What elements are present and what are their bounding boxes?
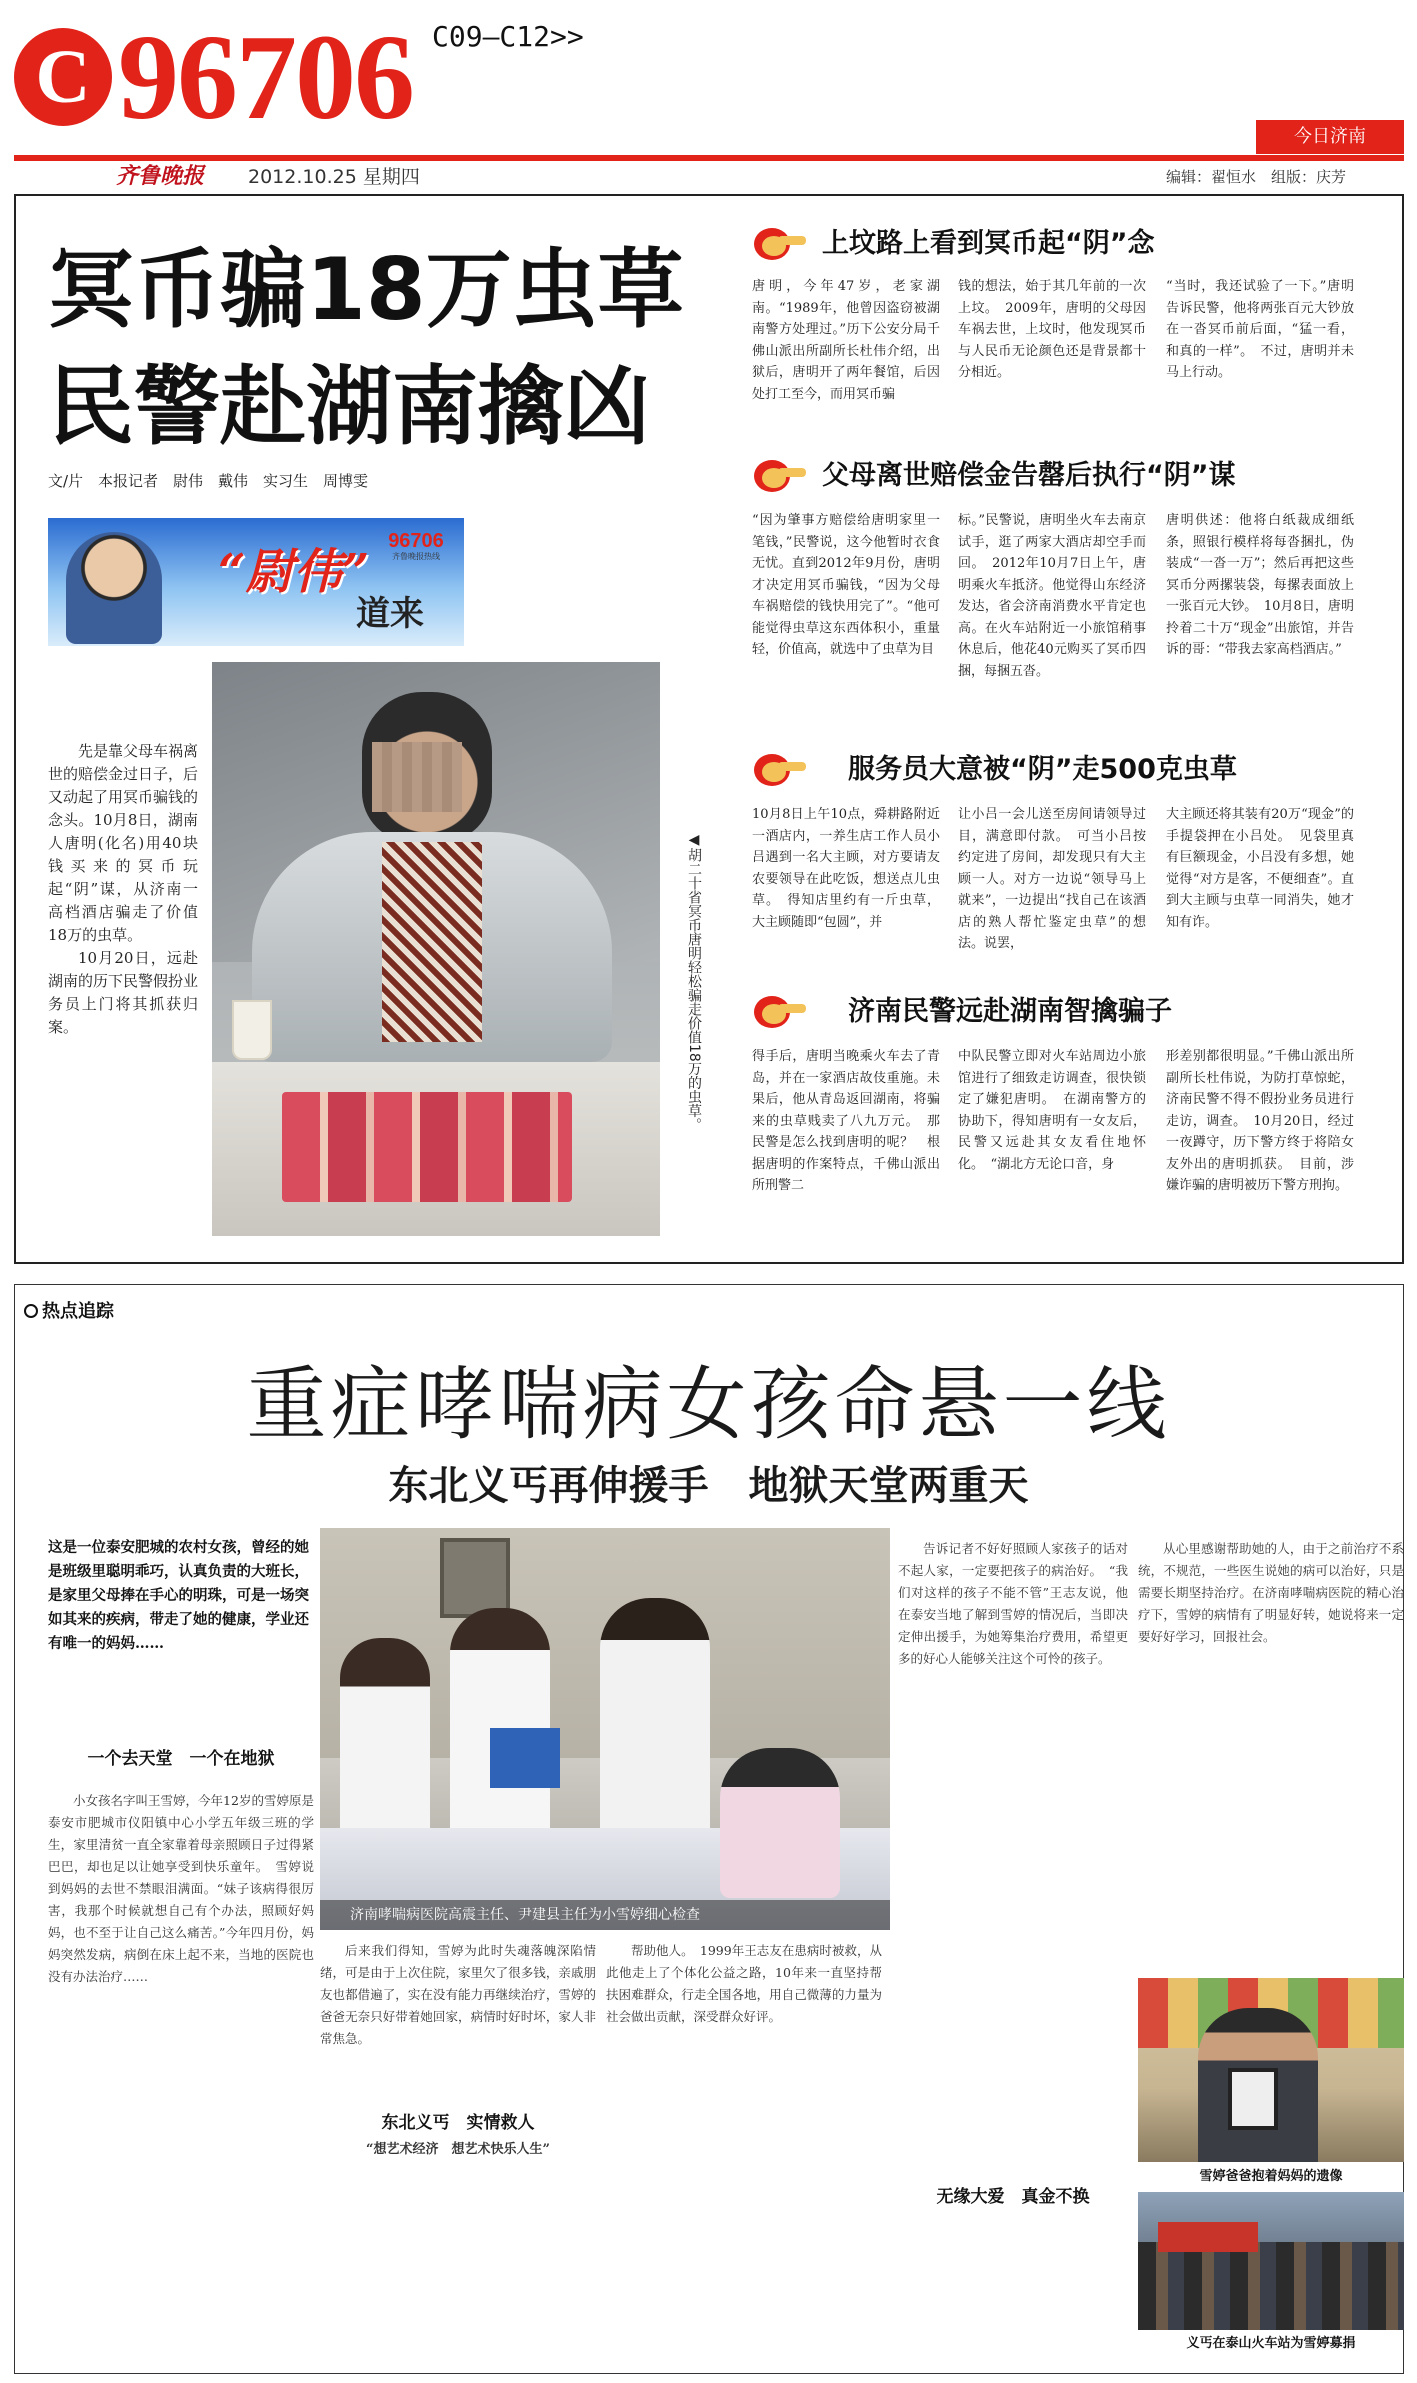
pointing-hand-icon — [752, 990, 808, 1034]
intro-paragraph: 10月20日，远赴湖南的历下民警假扮业务员上门将其抓获归案。 — [48, 949, 198, 1036]
article-column — [898, 1538, 1128, 2128]
story-intro — [48, 740, 198, 1039]
photo-caption: ◀胡二十省冥币唐明轻松骗走价值18万的虫草。 — [686, 832, 702, 1132]
section-column: 钱的想法，始于其几年前的一次上坟。 2009年，唐明的父母因车祸去世，上坟时，他发现冥币与人民币无论颜色还是背景都十分相近。 — [958, 279, 1146, 380]
section-subhead: 无缘大爱 真金不换 — [936, 2187, 1090, 2207]
section-column: 唐明，今年47岁，老家湖南。“1989年，他曾因盗窃被湖南警方处理过。”历下公安分局千佛山派出所副所长杜伟介绍，出狱后，唐明开了两年餐馆，后因处打工至今，而用冥币骗 — [752, 279, 940, 402]
hotline-number: 96706 — [118, 10, 413, 145]
masthead-logo: 齐鲁晚报 — [116, 163, 205, 189]
section-column: 10月8日上午10点，舜耕路附近一酒店内，一养生店工作人员小吕遇到一名大主顾，对方要请友农要领导在此吃饭，想送点儿虫草。 得知店里约有一斤虫草，大主顾随即“包圆”，并 — [752, 807, 940, 930]
photo-patient — [720, 1748, 840, 1898]
editor-credit: 编辑：翟恒水 组版：庆芳 — [1166, 168, 1347, 186]
headline-line-2: 民警赴湖南擒凶 — [48, 357, 650, 457]
section-subhead: 一个去天堂 一个在地狱 — [87, 1749, 275, 1769]
article-paragraph: 帮助他人。 1999年王志友在患病时被救，从此他走上了个体化公益之路，10年来一直坚持帮扶困难群众，行走全国各地，用自己微薄的力量为社会做出贡献，深受群众好评。 — [606, 1943, 882, 2024]
photo-portrait-frame — [1228, 2068, 1278, 2130]
section-subhead: 东北义丐 实情救人 — [381, 2113, 535, 2133]
photo-crowd — [1138, 2242, 1404, 2330]
suspect-photo — [212, 662, 660, 1236]
section-column: 得手后，唐明当晚乘火车去了青岛，并在一家酒店故伎重施。未果后，他从青岛返回湖南，将骗来的虫草贱卖了八九万元。 那民警是怎么找到唐明的呢？ 根据唐明的作案特点，千佛山派出所刑警二 — [752, 1049, 940, 1193]
section-column: “当时，我还试验了一下。”唐明告诉民警，他将两张百元大钞放在一沓冥币前后面，“猛一看，和真的一样”。 不过，唐明并未马上行动。 — [1166, 279, 1354, 380]
article-paragraph: 告诉记者不好好照顾人家孩子的话对不起人家，一定要把孩子的病治好。 “我们对这样的孩子不能不管”王志友说，他在泰安当地了解到雪婷的情况后，当即决定伸出援手，为她筹集治疗费用，希望更多的好心人能够关注这个可怜的孩子。 — [898, 1541, 1128, 1666]
fundraising-photo — [1138, 2192, 1404, 2330]
pointing-hand-icon — [752, 748, 808, 792]
column-subtitle: 道来 — [356, 594, 424, 634]
section-title: 服务员大意被“阴”走500克虫草 — [848, 754, 1237, 785]
section-badge: 今日济南 — [1256, 120, 1404, 154]
hospital-photo — [320, 1528, 890, 1930]
article-column — [1138, 1538, 1404, 1968]
hotline-logo-icon: C — [14, 28, 112, 126]
section-column: 大主顾还将其装有20万“现金”的手提袋押在小吕处。 见袋里真有巨额现金，小吕没有多想，她觉得“对方是客，不便细查”。直到大主顾与虫草一同消失，她才知有诈。 — [1166, 807, 1354, 930]
photo-caption: 雪婷爸爸抱着妈妈的遗像 — [1199, 2169, 1343, 2184]
section-column: “因为肇事方赔偿给唐明家里一笔钱，”民警说，这今他暂时衣食无忧。直到2012年9月份，唐明才决定用冥币骗钱，“因为父母车祸赔偿的钱快用完了”。“他可能觉得虫草这东西体积小，重量轻，价值高，就选中了虫草为目 — [752, 513, 940, 657]
pointing-hand-icon — [752, 222, 808, 266]
photo-banner-red — [1158, 2222, 1258, 2252]
photo-caption: 义丐在泰山火车站为雪婷募捐 — [1186, 2336, 1356, 2351]
article-column — [48, 1790, 314, 2370]
reporter-portrait — [66, 532, 162, 644]
hotline-mini-logo — [378, 530, 454, 570]
section-column: 让小吕一会儿送至房间请领导过目，满意即付款。 可当小吕按约定进了房间，却发现只有大主顾一人。对方一边说“领导马上就来”，一边提出“找自己在该酒店的熟人帮忙鉴定虫草”的想法。说罢， — [958, 807, 1146, 951]
header-rule — [14, 155, 1404, 161]
photo-caption: 济南哮喘病医院高震主任、尹建县主任为小雪婷细心检查 — [320, 1900, 890, 1930]
section-title: 济南民警远赴湖南智擒骗子 — [848, 996, 1172, 1027]
article-column — [606, 1940, 882, 2370]
father-photo — [1138, 1978, 1404, 2162]
article-paragraph: 后来我们得知，雪婷为此时失魂落魄深陷情绪，可是由于上次住院，家里欠了很多钱，亲戚朋友也都借遍了，实在没有能力再继续治疗，雪婷的爸爸无奈只好带着她回家，病情时好时坏，家人非常焦急。 — [320, 1943, 596, 2046]
section-column: 中队民警立即对火车站周边小旅馆进行了细致走访调查，很快锁定了嫌犯唐明。 在湖南警方的协助下，得知唐明有一女友后，民警又远赴其女友看住地怀化。 “湖北方无论口音，身 — [958, 1049, 1146, 1172]
byline: 文/片 本报记者 尉伟 戴伟 实习生 周博雯 — [48, 472, 369, 490]
kicker-text: 热点追踪 — [42, 1301, 114, 1322]
section-subhead-small: “想艺术经济 想艺术快乐人生” — [366, 2142, 550, 2157]
photo-banknotes — [282, 1092, 572, 1202]
photo-frame — [440, 1538, 510, 1618]
photo-folder — [490, 1728, 560, 1788]
section-column: 形差别都很明显。”千佛山派出所副所长杜伟说，为防打草惊蛇，济南民警不得不假扮业务员进行走访，调查。 10月20日，经过一夜蹲守，历下警方终于将陪女友外出的唐明抓获。 目前，涉嫌诈骗的唐明被历下警方刑拘。 — [1166, 1049, 1354, 1193]
photo-shirt — [382, 842, 482, 1042]
intro-paragraph: 先是靠父母车祸离世的赔偿金过日子，后又动起了用冥币骗钱的念头。10月8日，湖南人唐明(化名)用40块钱买来的冥币玩起“阴”谋，从济南一高档酒店骗走了价值18万的虫草。 — [48, 742, 198, 944]
mini-logo-number: 96706 — [388, 530, 444, 552]
column-banner — [48, 518, 464, 646]
article-paragraph: 从心里感谢帮助她的人，由于之前治疗不系统，不规范，一些医生说她的病可以治好，只是需要长期坚持治疗。在济南哮喘病医院的精心治疗下，雪婷的病情有了明显好转，她说将来一定要好好学习，回报社会。 — [1138, 1541, 1404, 1644]
section-column: 标。”民警说，唐明坐火车去南京试手，逛了两家大酒店却空手而回。 2012年10月7日上午，唐明乘火车抵济。他觉得山东经济发达，省会济南消费水平肯定也高。在火车站附近一小旅馆稍事休息后，他花40元购买了冥币四捆，每捆五沓。 — [958, 513, 1146, 679]
subheadline: 东北义丐再伸援手 地狱天堂两重天 — [388, 1463, 1029, 1509]
column-title: “尉伟” — [218, 544, 370, 600]
page-range: C09–C12>> — [432, 20, 584, 53]
headline-line-1: 冥币骗18万虫草 — [48, 240, 684, 340]
section-title: 上坟路上看到冥币起“阴”念 — [822, 228, 1155, 259]
kicker-label — [24, 1300, 114, 1324]
section-title: 父母离世赔偿金告罄后执行“阴”谋 — [822, 460, 1236, 491]
section-column: 唐明供述：他将白纸裁成细纸条，照银行模样将每沓捆扎，伪装成“一沓一万”；然后再把这些冥币分两摞装袋，每摞表面放上一张百元大钞。 10月8日，唐明拎着二十万“现金”出旅馆，并告诉的哥：“带我去家高档酒店。” — [1166, 513, 1354, 657]
photo-blur — [372, 742, 462, 812]
headline: 重症哮喘病女孩命悬一线 — [246, 1358, 1171, 1451]
kicker-icon — [24, 1304, 38, 1318]
mini-logo-sub: 齐鲁晚报热线 — [392, 552, 440, 561]
story-lead: 这是一位泰安肥城的农村女孩，曾经的她是班级里聪明乖巧，认真负责的大班长，是家里父母捧在手心的明珠，可是一场突如其来的疾病，带走了她的健康，学业还有唯一的妈妈…… — [48, 1539, 309, 1652]
photo-cup — [232, 1000, 272, 1060]
issue-date: 2012.10.25 星期四 — [248, 166, 420, 188]
pointing-hand-icon — [752, 454, 808, 498]
article-paragraph: 小女孩名字叫王雪婷，今年12岁的雪婷原是泰安市肥城市仪阳镇中心小学五年级三班的学生，家里清贫一直全家靠着母亲照顾日子过得紧巴巴，却也足以让她享受到快乐童年。 雪婷说到妈妈的去世不禁眼泪满面。“妹子该病得很厉害，我那个时候就想自己有个办法，照顾好妈妈，也不至于让自己这么痛苦。”今年四月份，妈妈突然发病，病倒在床上起不来，当地的医院也没有办法治疗…… — [48, 1793, 314, 1984]
